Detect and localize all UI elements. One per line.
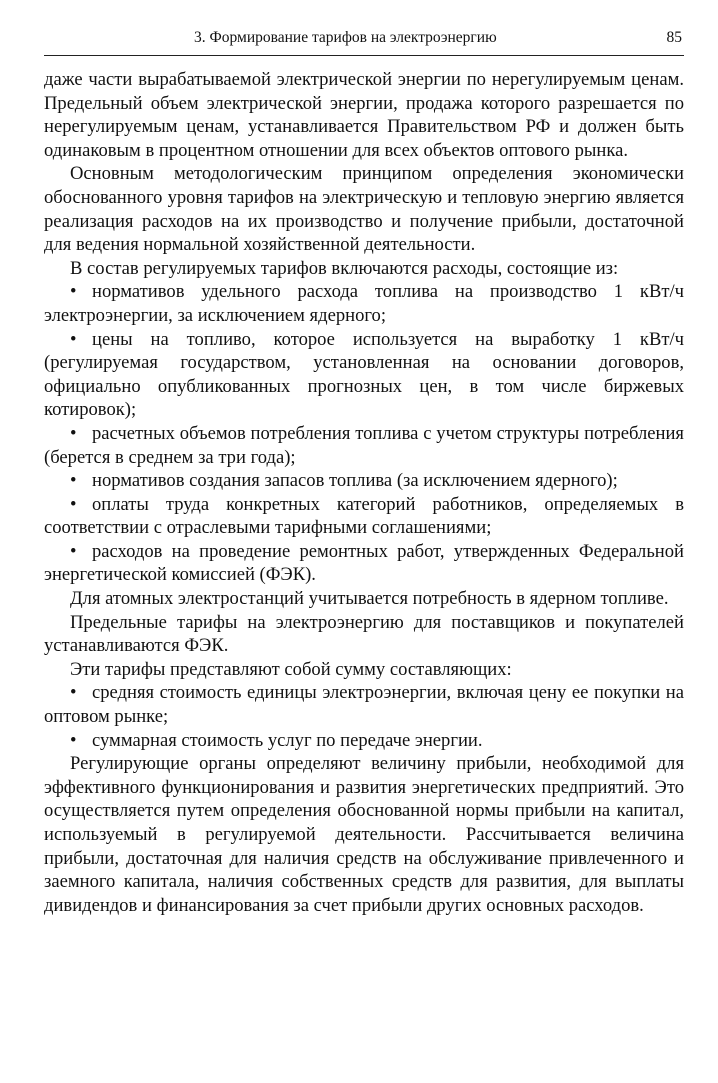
bullet-icon: • [70,729,77,751]
bullet-icon: • [70,470,77,492]
paragraph: Предельные тарифы на электроэнергию для поставщиков и покупателей устанавливаются ФЭК. [44,611,684,657]
body-text [44,68,684,917]
list-item: • нормативов удельного расхода топлива на производство 1 кВт/ч электроэнергии, за исключением ядерного; [44,281,684,326]
list-item: • оплаты труда конкретных категорий работников, определяемых в соответствии с отраслевыми тарифными соглашениями; [44,493,684,539]
list-item: • расходов на проведение ремонтных работ, утвержденных Федеральной энергетической комиссией (ФЭК). [44,540,684,586]
chapter-title: 3. Формирование тарифов на электроэнергию [194,29,497,46]
paragraph: даже части вырабатываемой электрической энергии по нерегулируемым ценам. Предельный объем электрической энергии, продажа которого разрешается по нерегулируемым ценам, устанавливается Правительством РФ и должен быть одинаковым в процентном отношении для всех объектов оптового рынка. [44,69,684,161]
list-item: • нормативов создания запасов топлива (за исключением ядерного); [70,470,618,492]
bullet-icon: • [70,493,77,515]
paragraph: Эти тарифы представляют собой сумму составляющих: [70,658,512,680]
bullet-icon: • [70,422,77,444]
list-item: • средняя стоимость единицы электроэнергии, включая цену ее покупки на оптовом рынке; [44,682,684,728]
list-item: • суммарная стоимость услуг по передаче энергии. [70,729,483,751]
page-number: 85 [666,29,682,46]
bullet-icon: • [70,540,77,562]
paragraph: Основным методологическим принципом определения экономически обоснованного уровня тарифов на электрическую и тепловую энергию является реализация расходов на их производство и получение прибыли, достаточной для ведения нормальной хозяйственной деятельности. [44,163,684,256]
list-item: • расчетных объемов потребления топлива с учетом структуры потребления (берется в среднем за три года); [44,422,684,468]
bullet-icon: • [70,328,77,350]
bullet-icon: • [70,281,77,303]
paragraph: Для атомных электростанций учитывается потребность в ядерном топливе. [70,588,669,610]
list-item: • цены на топливо, которое используется на выработку 1 кВт/ч (регулируемая государством, установленная на основании договоров, официально опубликованных прогнозных цен, в том числе биржевых котировок); [44,328,684,421]
bullet-icon: • [70,682,77,704]
running-header [44,27,684,56]
paragraph: В состав регулируемых тарифов включаются расходы, состоящие из: [70,257,619,279]
paragraph: Регулирующие органы определяют величину прибыли, необходимой для эффективного функционирования и развития энергетических предприятий. Это осуществляется путем определения обоснованной нормы прибыли на капитал, используемый в регулируемой деятельности. Рассчитывается величина прибыли, достаточная для наличия средств на обслуживание привлеченного и заемного капитала, наличия собственных средств для развития, для выплаты дивидендов и финансирования за счет прибыли других основных расходов. [44,753,684,916]
